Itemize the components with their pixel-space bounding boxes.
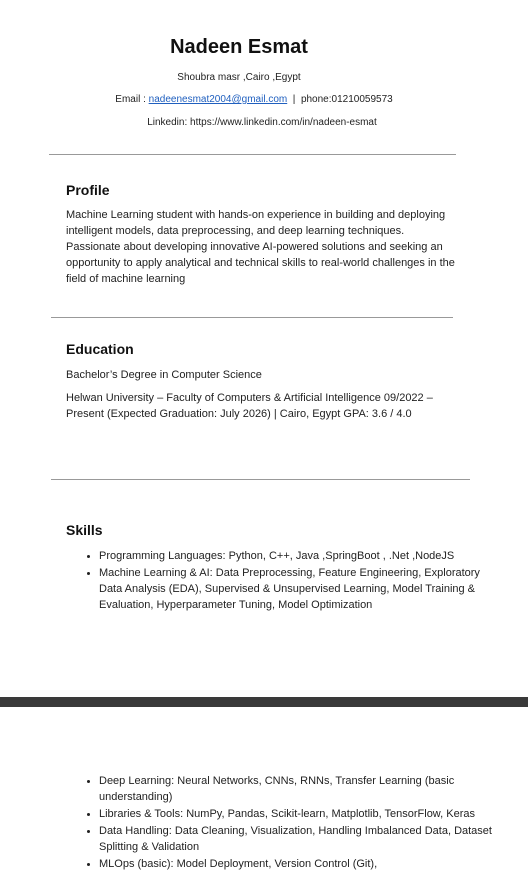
skills-list-continued <box>66 773 499 873</box>
email-link[interactable]: nadeenesmat2004@gmail.com <box>148 94 288 105</box>
phone: phone:01210059573 <box>300 94 393 105</box>
list-item: • Machine Learning & AI: Data Preprocessing, Feature Engineering, Exploratory Data Analysis (EDA), Supervised & Unsupervised Learning, Model Training & Evaluation, Hyperparameter Tuning, Model Optimization <box>99 565 499 613</box>
profile-text: Machine Learning student with hands-on experience in building and deploying intelligent models, data preprocessing, and deep learning techniques. Passionate about developing innovative AI-powered solutions and seeking an opportunity to apply analytical and technical skills to real-world challenges in the field of machine learning <box>66 209 455 285</box>
list-item: • Programming Languages: Python, C++, Java ,SpringBoot , .Net ,NodeJS <box>99 548 499 564</box>
linkedin-line: Linkedin: https://www.linkedin.com/in/nadeen-esmat <box>147 117 377 128</box>
divider <box>49 154 456 155</box>
skills-heading: Skills <box>66 522 103 538</box>
education-heading: Education <box>66 341 134 357</box>
list-item: • Libraries & Tools: NumPy, Pandas, Scikit-learn, Matplotlib, TensorFlow, Keras <box>99 806 499 822</box>
contact-line <box>0 94 508 105</box>
education-degree: Bachelor’s Degree in Computer Science <box>66 369 262 381</box>
skills-list <box>66 548 499 614</box>
divider <box>51 317 453 318</box>
page-break <box>0 697 528 707</box>
list-item: • Data Handling: Data Cleaning, Visualization, Handling Imbalanced Data, Dataset Splitting & Validation <box>99 823 499 855</box>
resume-page-2 <box>0 707 528 888</box>
education-details: Helwan University – Faculty of Computers & Artificial Intelligence 09/2022 – Present (Expected Graduation: July 2026) | Cairo, Egypt GPA: 3.6 / 4.0 <box>66 392 433 420</box>
contact-separator: | <box>287 94 301 105</box>
candidate-name: Nadeen Esmat <box>170 36 308 58</box>
list-item: • Deep Learning: Neural Networks, CNNs, RNNs, Transfer Learning (basic understanding) <box>99 773 499 805</box>
email-label: Email : <box>115 94 149 105</box>
address: Shoubra masr ,Cairo ,Egypt <box>177 72 301 83</box>
divider <box>51 479 470 480</box>
list-item: • MLOps (basic): Model Deployment, Version Control (Git), <box>99 856 499 872</box>
profile-heading: Profile <box>66 182 110 198</box>
